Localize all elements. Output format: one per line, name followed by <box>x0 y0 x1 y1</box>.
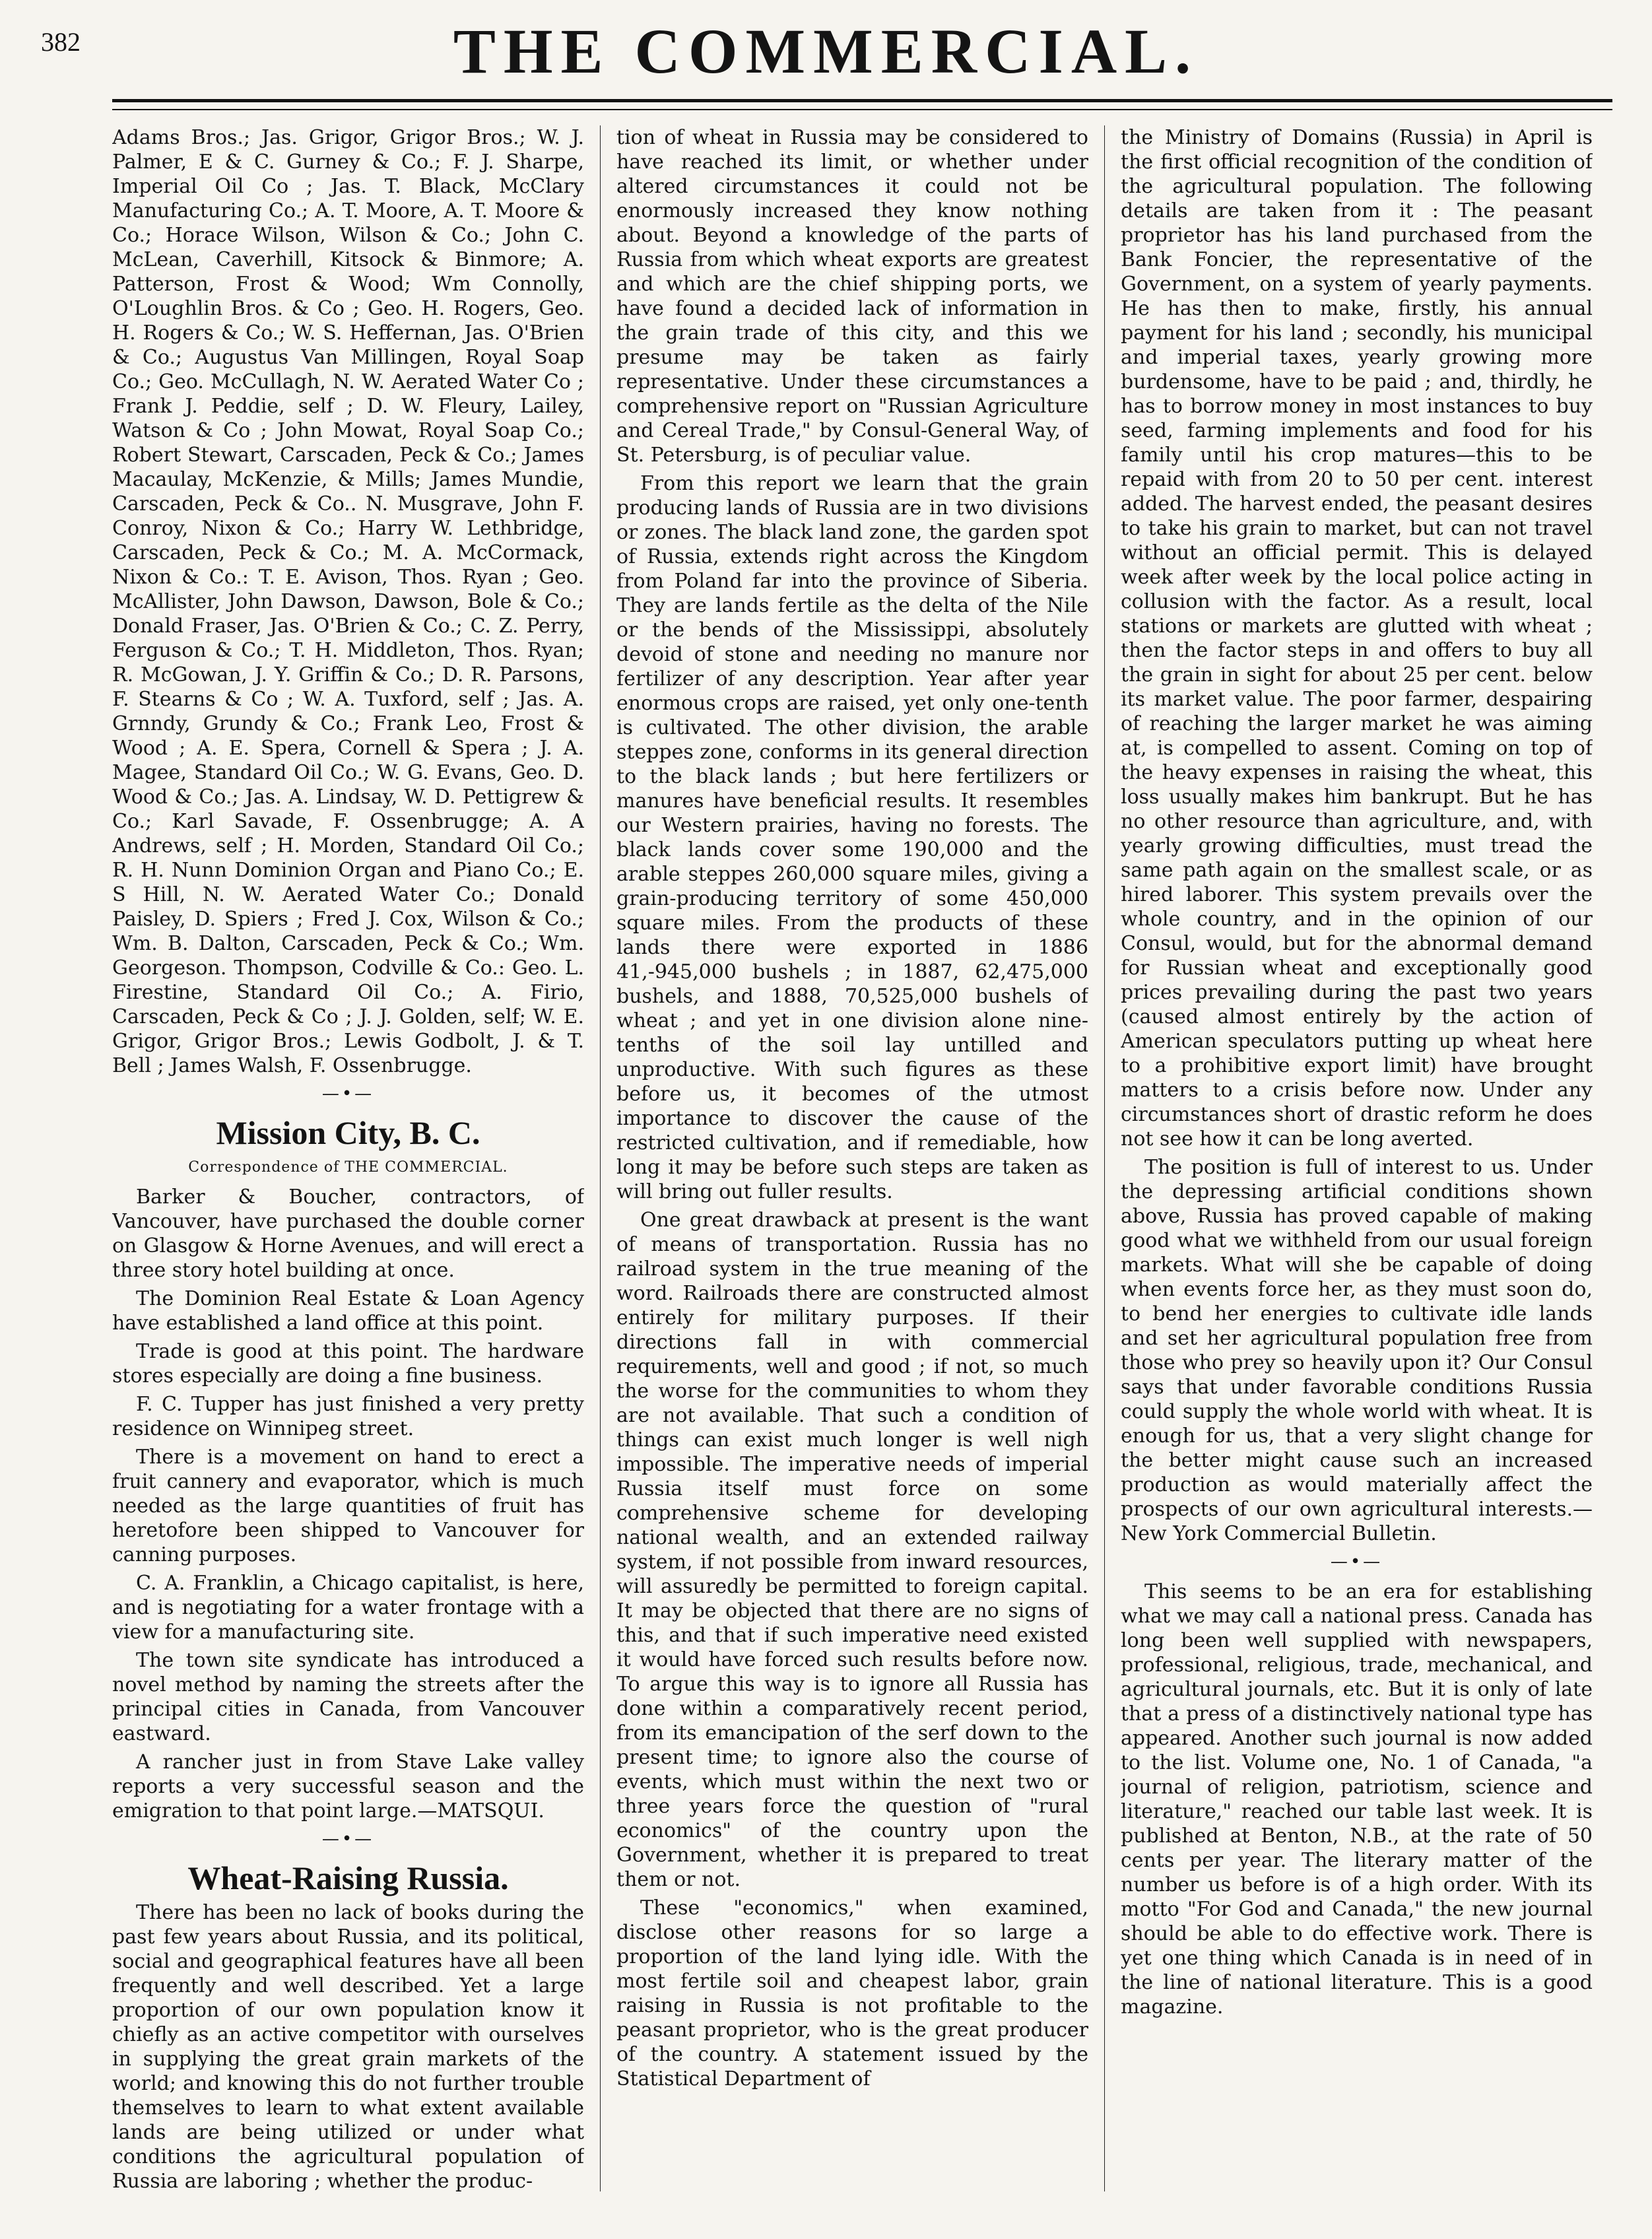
attendee-list: Adams Bros.; Jas. Grigor, Grigor Bros.; W. J. Palmer, E & C. Gurney & Co.; F. J. Sharpe, Imperial Oil Co ; Jas. T. Black, McClary Manufacturing Co.; A. T. Moore, A. T. Moore & Co.; Horace Wilson, Wilson & Co.; John C. McLean, Caverhill, Kitsock & Binmore; A. Patterson, Frost & Wood; Wm Connolly, O'Loughlin Bros. & Co ; Geo. H. Rogers, Geo. H. Rogers & Co.; W. S. Heffernan, Jas. O'Brien & Co.; Augustus Van Millingen, Royal Soap Co.; Geo. McCullagh, N. W. Aerated Water Co ; Frank J. Peddie, self ; D. W. Fleury, Lailey, Watson & Co ; John Mowat, Royal Soap Co.; Robert Stewart, Carscaden, Peck & Co.; James Macaulay, McKenzie, & Mills; James Mundie, Carscaden, Peck & Co.. N. Musgrave, John F. Conroy, Nixon & Co.; Harry W. Lethbridge, Carscaden, Peck & Co.; M. A. McCormack, Nixon & Co.: T. E. Avison, Thos. Ryan ; Geo. McAllister, John Dawson, Dawson, Bole & Co.; Donald Fraser, Jas. O'Brien & Co.; C. Z. Perry, Ferguson & Co.; T. H. Middleton, Thos. Ryan; R. McGowan, J. Y. Griffin & Co.; D. R. Parsons, F. Stearns & Co ; W. A. Tuxford, self ; Jas. A. Grnndy, Grundy & Co.; Frank Leo, Frost & Wood ; A. E. Spera, Cornell & Spera ; J. A. Magee, Standard Oil Co.; W. G. Evans, Geo. D. Wood & Co.; Jas. A. Lindsay, W. D. Pettigrew & Co.; Karl Savade, F. Ossenbrugge; A. A Andrews, self ; H. Morden, Standard Oil Co.; R. H. Nunn Dominion Organ and Piano Co.; E. S Hill, N. W. Aerated Water Co.; Donald Paisley, D. Spiers ; Fred J. Cox, Wilson & Co.; Wm. B. Dalton, Carscaden, Peck & Co.; Wm. Georgeson. Thompson, Codville & Co.: Geo. L. Firestine, Standard Oil Co.; A. Firio, Carscaden, Peck & Co ; J. J. Golden, self; W. E. Grigor, Grigor Bros.; Lewis Godbolt, J. & T. Bell ; James Walsh, F. Ossenbrugge. <box>112 126 584 1077</box>
mission-city-byline: Correspondence of THE COMMERCIAL. <box>188 1159 508 1176</box>
page-number: 382 <box>41 27 81 57</box>
section-divider: —•— <box>1330 1552 1383 1572</box>
wheat-paragraph: The position is full of interest to us. Under the depressing artificial conditions shown above, Russia has proved capable of making good what we withheld from our usual foreign markets. What will she be capable of doing when events force her, as they must soon do, to bend her energies to cultivate idle lands and set her agricultural population free from those who prey so heavily upon it? Our Consul says that under favorable conditions Russia could supply the whole world with wheat. It is enough for us, that a very slight change for the better might cause such an increased production as would materially affect the prospects of our own agricultural interests.—New York Commercial Bulletin. <box>1121 1156 1593 1545</box>
wheat-paragraph: These "economics," when examined, disclose other reasons for so large a proportion of the land lying idle. With the most fertile soil and cheapest labor, grain raising in Russia is not profitable to the peasant proprietor, who is the great producer of the country. A statement issued by the Statistical Department of <box>616 1896 1088 2090</box>
wheat-paragraph: There has been no lack of books during the past few years about Russia, and its political, social and geographical features have all been frequently and well described. Yet a large proportion of our own population know it chiefly as an active competitor with ourselves in supplying the great grain markets of the world; and knowing this do not further trouble themselves to learn to what extent available lands are being utilized or under what conditions the agricultural population of Russia are laboring ; whether the produc- <box>112 1901 584 2191</box>
mission-paragraph: Barker & Boucher, contractors, of Vancouver, have purchased the double corner on Glasgow & Horne Avenues, and will erect a three story hotel building at once. <box>112 1186 584 1282</box>
mission-paragraph: Trade is good at this point. The hardware stores especially are doing a fine business. <box>112 1340 584 1387</box>
mission-paragraph: C. A. Franklin, a Chicago capitalist, is here, and is negotiating for a water frontage with a view for a manufacturing site. <box>112 1572 584 1644</box>
column-1 <box>112 125 584 2191</box>
wheat-paragraph: tion of wheat in Russia may be considered to have reached its limit, or whether under altered circumstances it could not be enormously increased they know nothing about. Beyond a knowledge of the parts of Russia from which wheat exports are greatest and which are the chief shipping ports, we have found a decided lack of information in the grain trade of this city, and this we presume may be taken as fairly representative. Under these circumstances a comprehensive report on "Russian Agriculture and Cereal Trade," by Consul-General Way, of St. Petersburg, is of peculiar value. <box>616 126 1088 467</box>
mission-paragraph: The Dominion Real Estate & Loan Agency have established a land office at this point. <box>112 1287 584 1335</box>
article-columns <box>112 125 1617 2191</box>
mission-city-headline: Mission City, B. C. <box>216 1114 480 1151</box>
column-2 <box>616 125 1088 2191</box>
header-rule <box>112 99 1612 110</box>
column-divider <box>1104 125 1105 2191</box>
wheat-paragraph: From this report we learn that the grain producing lands of Russia are in two divisions or zones. The black land zone, the garden spot of Russia, extends right across the Kingdom from Poland far into the province of Siberia. They are lands fertile as the delta of the Nile or the bends of the Mississippi, absolutely devoid of stone and needing no manure nor fertilizer of any description. Year after year enormous crops are raised, yet only one-tenth is cultivated. The other division, the arable steppes zone, conforms in its general direction to the black lands ; but here fertilizers or manures have beneficial results. It resembles our Western prairies, having no forests. The black lands cover some 190,000 and the arable steppes 260,000 square miles, giving a grain-producing territory of some 450,000 square miles. From the products of these lands there were exported in 1886 41,-945,000 bushels ; in 1887, 62,475,000 bushels, and 1888, 70,525,000 bushels of wheat ; and yet in one division alone nine-tenths of the soil lay untilled and unproductive. With such figures as these before us, it becomes of the utmost importance to discover the cause of the restricted cultivation, and if remediable, how long it may be before such steps are taken as will bring out fuller results. <box>616 472 1088 1203</box>
national-press-paragraph: This seems to be an era for establishing what we may call a national press. Canada has long been well supplied with newspapers, professional, religious, trade, mechanical, and agricultural journals, etc. But it is only of late that a press of a distinctively national type has appeared. Another such journal is now added to the list. Volume one, No. 1 of Canada, "a journal of religion, patriotism, science and literature," reached our table last week. It is published at Benton, N.B., at the rate of 50 cents per year. The literary matter of the number us before is of a high order. With its motto "For God and Canada," the new journal should be able to do effective work. There is yet one thing which Canada is in need of in the line of national literature. This is a good magazine. <box>1121 1580 1593 2019</box>
section-divider: —•— <box>321 1829 375 1849</box>
wheat-paragraph: One great drawback at present is the want of means of transportation. Russia has no railroad system in the true meaning of the word. Railroads there are constructed almost entirely for military purposes. If their directions fall in with commercial requirements, well and good ; if not, so much the worse for the communities to whom they are not available. That such a condition of things can exist much longer is well nigh impossible. The imperative needs of imperial Russia itself must force on some comprehensive scheme for developing national wealth, and an extended railway system, if not possible from inward resources, will assuredly be permitted to foreign capital. It may be objected that there are no signs of this, and that if such imperative need existed it would have forced such results before now. To argue this way is to ignore all Russia has done within a comparatively recent period, from its emancipation of the serf down to the present time; to ignore also the course of events, which must within the next two or three years force the question of "rural economics" of the country upon the Government, whether it is prepared to treat them or not. <box>616 1209 1088 1891</box>
mission-paragraph: F. C. Tupper has just finished a very pretty residence on Winnipeg street. <box>112 1393 584 1440</box>
mission-paragraph: A rancher just in from Stave Lake valley reports a very successful season and the emigration to that point large.—MATSQUI. <box>112 1751 584 1822</box>
masthead-title: THE COMMERCIAL. <box>453 16 1199 86</box>
column-3 <box>1121 125 1593 2191</box>
section-divider: —•— <box>321 1084 375 1104</box>
wheat-russia-headline: Wheat-Raising Russia. <box>187 1859 509 1896</box>
column-divider <box>600 125 601 2191</box>
mission-paragraph: There is a movement on hand to erect a fruit cannery and evaporator, which is much needed as the large quantities of fruit has heretofore been shipped to Vancouver for canning purposes. <box>112 1446 584 1566</box>
wheat-paragraph: the Ministry of Domains (Russia) in April is the first official recognition of the condition of the agricultural population. The following details are taken from it : The peasant proprietor has his land purchased from the Bank Foncier, the representative of the Government, on a system of yearly payments. He has then to make, firstly, his annual payment for his land ; secondly, his municipal and imperial taxes, yearly growing more burdensome, have to be paid ; and, thirdly, he has to borrow money in most instances to buy seed, farming implements and food for his family until his crop matures—this to be repaid with from 20 to 50 per cent. interest added. The harvest ended, the peasant desires to take his grain to market, but can not travel without an official permit. This is delayed week after week by the local police acting in collusion with the factor. As a result, local stations or markets are glutted with wheat ; then the factor steps in and offers to buy all the grain in sight for about 25 per cent. below its market value. The poor farmer, despairing of reaching the larger market he was aiming at, is compelled to assent. Coming on top of the heavy expenses in raising the wheat, this loss usually makes him bankrupt. But he has no other resource than agriculture, and, with yearly growing difficulties, must tread the same path again on the smallest scale, or as hired laborer. This system prevails over the whole country, and in the opinion of our Consul, would, but for the abnormal demand for Russian wheat and exceptionally good prices prevailing during the past two years (caused almost entirely by the action of American speculators putting up wheat here to a prohibitive export limit) have brought matters to a crisis before now. Under any circumstances short of drastic reform he does not see how it can be long averted. <box>1121 126 1593 1151</box>
mission-paragraph: The town site syndicate has introduced a novel method by naming the streets after the principal cities in Canada, from Vancouver eastward. <box>112 1649 584 1745</box>
